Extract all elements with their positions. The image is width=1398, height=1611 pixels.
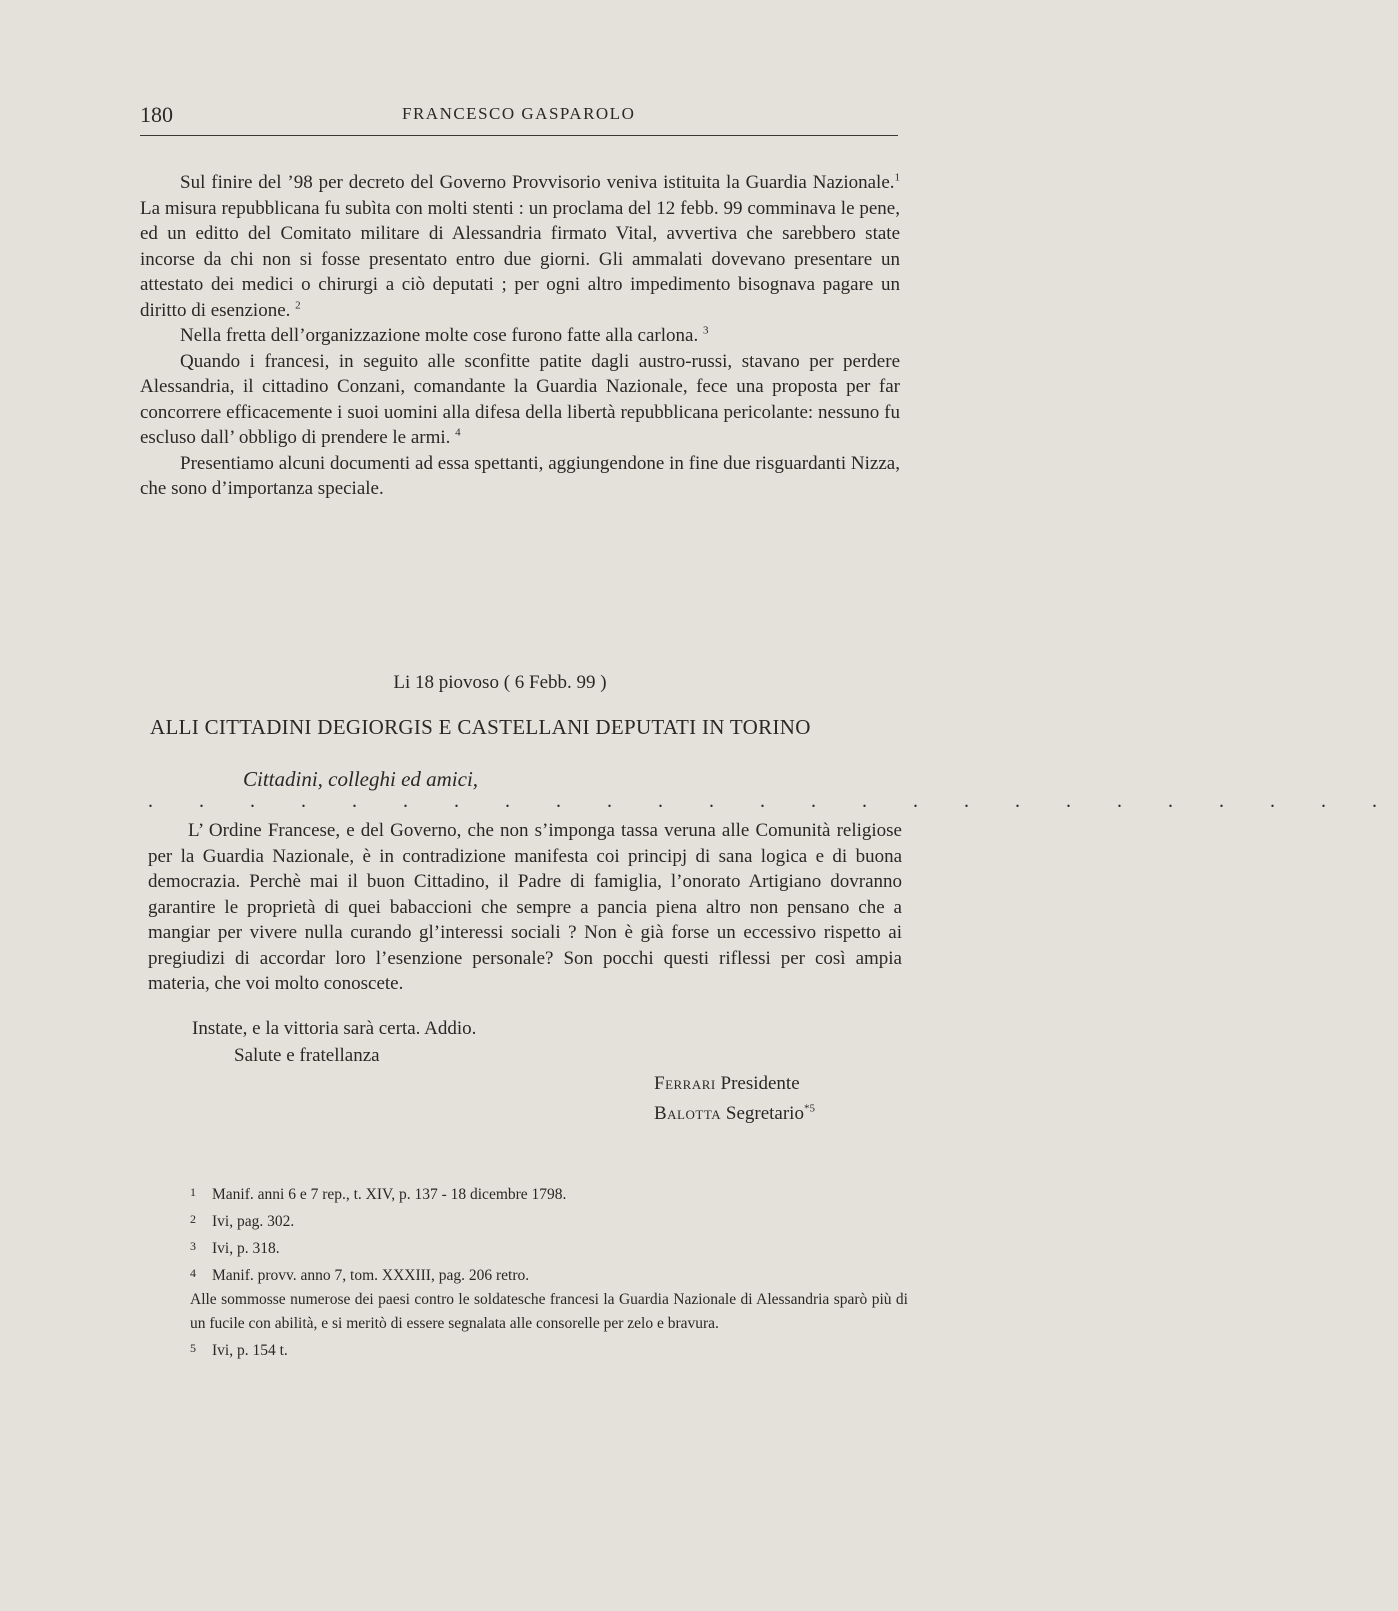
signatory-role: Segretario [721, 1103, 804, 1124]
footnote-ref: 4 [455, 426, 461, 439]
signatory-role: Presidente [715, 1073, 800, 1094]
footnote-text: Manif. anni 6 e 7 rep., t. XIV, p. 137 - 18 dicembre 1798. [212, 1186, 567, 1203]
page-number: 180 [140, 102, 173, 127]
paragraph [140, 323, 900, 349]
footnote-number: 1 [190, 1185, 196, 1199]
footnote-number: 3 [190, 1239, 196, 1253]
footnote-ref: *5 [803, 1102, 815, 1115]
signature-president [654, 1073, 800, 1095]
letter-body [148, 818, 902, 997]
letter-greeting: Salute e fratellanza [234, 1045, 380, 1066]
document-dateline: Li 18 piovoso ( 6 Febb. 99 ) [393, 672, 607, 693]
ellipsis-line: . . . . . . . . . . . . . . . . . . . . . . . . . [148, 790, 1398, 812]
footnote-text: Manif. provv. anno 7, tom. XXXIII, pag. 206 retro. [212, 1267, 530, 1284]
footnote-continuation: Alle sommosse numerose dei paesi contro le soldatesche francesi la Guardia Nazionale di Alessandria sparò più di un fucile con abilità, e si meritò di essere segnalata alle consorelle per zelo e bravura. [190, 1291, 908, 1332]
paragraph [140, 170, 900, 323]
letter-paragraph: L’ Ordine Francese, e del Governo, che non s’imponga tassa veruna alle Comunità religiose per la Guardia Nazionale, è in contradizione manifesta coi principj di sana logica e di buona democrazia. Perchè mai il buon Cittadino, il Padre di famiglia, l’onorato Artigiano dovranno garantire le proprietà di quei babaccioni che sempre a pancia piena altro non pensano che a mangiar per vivere nulla curando gl’interessi sociali ? Non è già forse un eccessivo rispetto ai pregiudizi di accordar loro l’esenzione personale? Son pocchi questi riflessi per così ampia materia, che voi molto conoscete. [148, 820, 902, 994]
paragraph-text: Presentiamo alcuni documenti ad essa spettanti, aggiungendone in fine due risguardanti Nizza, che sono d’importanza speciale. [140, 452, 900, 499]
footnote-number: 4 [190, 1266, 196, 1280]
paragraph [140, 451, 900, 502]
footnote [190, 1180, 908, 1207]
document-addressee: ALLI CITTADINI DEGIORGIS E CASTELLANI DEPUTATI IN TORINO [150, 715, 811, 739]
footnote [190, 1261, 908, 1288]
footnote [190, 1234, 908, 1261]
signatory-name: Balotta [654, 1103, 722, 1124]
footnote-text: Ivi, p. 318. [212, 1240, 280, 1257]
header-rule [140, 135, 898, 136]
paragraph-text: Nella fretta dell’organizzazione molte cose furono fatte alla carlona. [180, 325, 699, 346]
signatory-name: Ferrari [654, 1073, 716, 1094]
footnotes [190, 1180, 908, 1363]
paragraph [140, 349, 900, 451]
page-header [140, 98, 898, 132]
footnote-number: 5 [190, 1341, 196, 1355]
intro-text [140, 170, 900, 502]
footnote-text: Ivi, pag. 302. [212, 1213, 295, 1230]
signature-secretary [654, 1103, 815, 1125]
letter-closing: Instate, e la vittoria sarà certa. Addio. [192, 1018, 477, 1039]
paragraph-text: La misura repubblicana fu subìta con molti stenti : un proclama del 12 febb. 99 comminava le pene, ed un editto del Comitato militare di Alessandria firmato Vital, avvertiva che sarebbero state incorse da chi non si fosse presentato entro due giorni. Gli ammalati dovevano presentare un attestato dei medici o chirurgi a ciò deputati ; per ogni altro impedimento bisognava pagare un diritto di esenzione. [140, 197, 900, 321]
footnote-number: 2 [190, 1212, 196, 1226]
document-salutation: Cittadini, colleghi ed amici, [243, 767, 479, 791]
footnote-ref: 2 [295, 299, 301, 312]
footnote-ref: 1 [894, 171, 900, 184]
footnote-text: Ivi, p. 154 t. [212, 1342, 288, 1359]
paragraph-text: Quando i francesi, in seguito alle sconfitte patite dagli austro-russi, stavano per perdere Alessandria, il cittadino Conzani, comandante la Guardia Nazionale, fece una proposta per far concorrere efficacemente i suoi uomini alla difesa della libertà repubblicana pericolante: nessuno fu escluso dall’ obbligo di prendere le armi. [140, 350, 900, 448]
footnote [190, 1336, 908, 1363]
footnote-ref: 3 [702, 324, 709, 337]
paragraph-text: Sul finire del ’98 per decreto del Governo Provvisorio veniva istituita la Guardia Nazionale. [180, 172, 895, 193]
running-title: FRANCESCO GASPAROLO [402, 104, 636, 123]
footnote [190, 1207, 908, 1234]
